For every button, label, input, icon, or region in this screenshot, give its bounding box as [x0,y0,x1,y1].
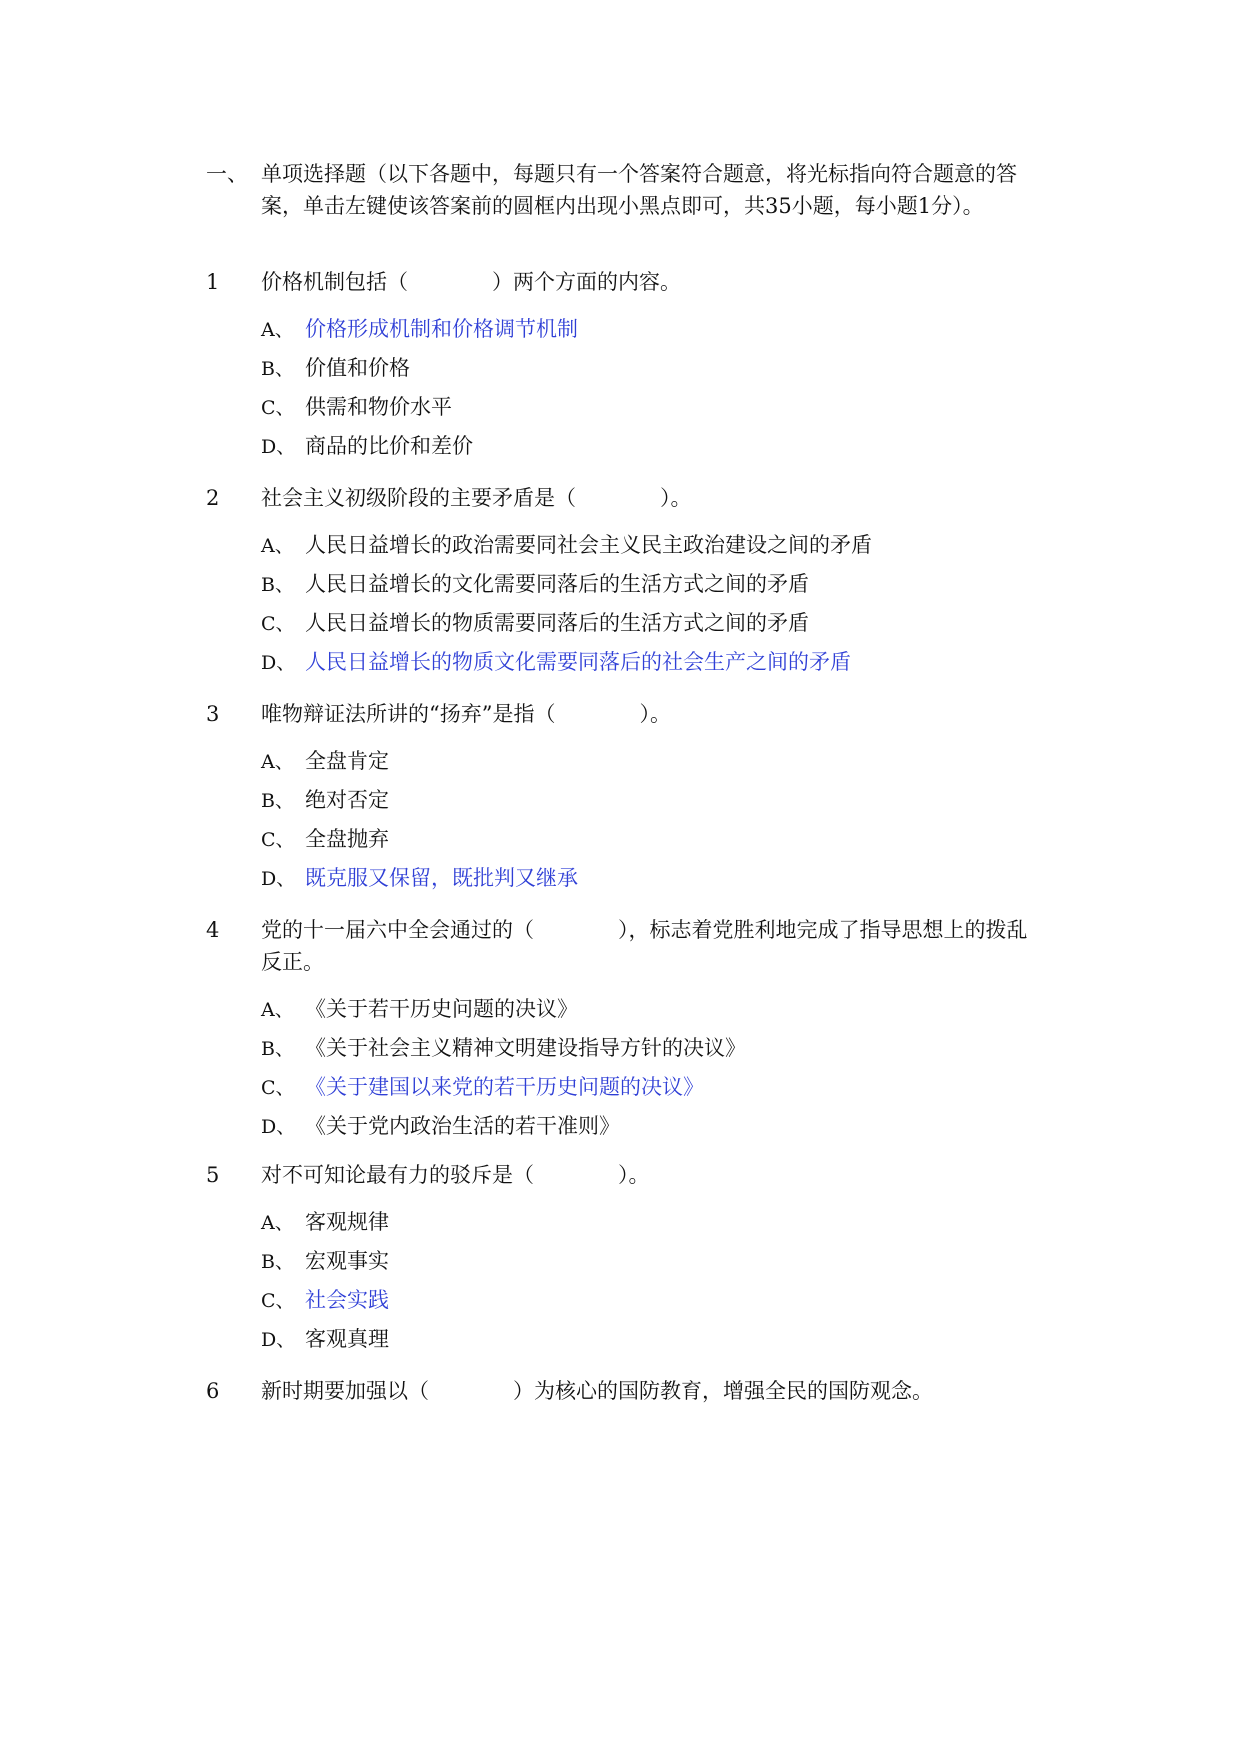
option-list [261,742,1046,898]
option-letter: B、 [261,1038,294,1060]
option-d[interactable] [261,859,1046,898]
option-letter: B、 [261,358,294,380]
section-number: 一、 [206,162,248,186]
option-list [261,526,1046,682]
option-letter: D、 [261,652,296,674]
question-stem [206,914,1046,978]
question-text: 新时期要加强以（ ）为核心的国防教育，增强全民的国防观念。 [261,1379,933,1403]
option-text: 《关于社会主义精神文明建设指导方针的决议》 [305,1036,746,1060]
option-letter: C、 [261,1290,295,1312]
option-c[interactable] [261,1281,1046,1320]
option-letter: A、 [261,535,294,557]
option-letter: A、 [261,1212,294,1234]
question-1 [206,266,1046,466]
option-text: 全盘肯定 [305,749,389,773]
option-text: 客观真理 [305,1327,389,1351]
option-letter: D、 [261,436,296,458]
question-text: 对不可知论最有力的驳斥是（ ）。 [261,1163,650,1187]
option-c[interactable] [261,820,1046,859]
option-c[interactable] [261,1068,1046,1107]
option-a[interactable] [261,310,1046,349]
question-stem [206,482,1046,514]
option-text: 人民日益增长的文化需要同落后的生活方式之间的矛盾 [305,572,809,596]
option-text: 宏观事实 [305,1249,389,1273]
question-stem [206,266,1046,298]
option-text: 价值和价格 [305,356,410,380]
question-text: 党的十一届六中全会通过的（ ），标志着党胜利地完成了指导思想上的拨乱反正。 [261,918,1028,974]
option-text: 客观规律 [305,1210,389,1234]
section-header [206,158,1046,222]
option-text: 人民日益增长的物质需要同落后的生活方式之间的矛盾 [305,611,809,635]
option-list [261,310,1046,466]
option-b[interactable] [261,1029,1046,1068]
option-text: 商品的比价和差价 [305,434,473,458]
option-letter: D、 [261,868,296,890]
question-number: 6 [206,1379,220,1403]
option-text: 供需和物价水平 [305,395,452,419]
option-text: 全盘抛弃 [305,827,389,851]
question-5 [206,1159,1046,1359]
option-d[interactable] [261,1320,1046,1359]
option-b[interactable] [261,1242,1046,1281]
option-c[interactable] [261,604,1046,643]
option-c[interactable] [261,388,1046,427]
question-text: 价格机制包括（ ）两个方面的内容。 [261,270,681,294]
question-number: 4 [206,918,220,942]
question-3 [206,698,1046,898]
question-stem [206,698,1046,730]
option-d[interactable] [261,427,1046,466]
option-text: 社会实践 [305,1288,389,1312]
option-text: 《关于若干历史问题的决议》 [305,997,578,1021]
option-list [261,990,1046,1146]
option-a[interactable] [261,1203,1046,1242]
option-a[interactable] [261,742,1046,781]
option-text: 《关于党内政治生活的若干准则》 [305,1114,620,1138]
option-text: 价格形成机制和价格调节机制 [305,317,578,341]
option-letter: A、 [261,999,294,1021]
option-letter: D、 [261,1329,296,1351]
option-letter: B、 [261,1251,294,1273]
option-b[interactable] [261,565,1046,604]
option-letter: A、 [261,319,294,341]
option-a[interactable] [261,526,1046,565]
option-a[interactable] [261,990,1046,1029]
question-4 [206,914,1046,1146]
option-letter: D、 [261,1116,296,1138]
option-text: 既克服又保留，既批判又继承 [305,866,578,890]
option-list [261,1203,1046,1359]
option-text: 人民日益增长的政治需要同社会主义民主政治建设之间的矛盾 [305,533,872,557]
question-2 [206,482,1046,682]
option-letter: B、 [261,574,294,596]
question-stem [206,1375,1046,1407]
question-number: 1 [206,270,220,294]
question-text: 唯物辩证法所讲的“扬弃”是指（ ）。 [261,702,671,726]
option-b[interactable] [261,349,1046,388]
option-text: 《关于建国以来党的若干历史问题的决议》 [305,1075,704,1099]
option-letter: C、 [261,1077,295,1099]
option-letter: C、 [261,613,295,635]
question-number: 5 [206,1163,220,1187]
question-text: 社会主义初级阶段的主要矛盾是（ ）。 [261,486,692,510]
question-stem [206,1159,1046,1191]
question-number: 3 [206,702,220,726]
option-b[interactable] [261,781,1046,820]
question-number: 2 [206,486,220,510]
option-letter: C、 [261,397,295,419]
section-instructions: 单项选择题（以下各题中，每题只有一个答案符合题意，将光标指向符合题意的答案，单击左键使该答案前的圆框内出现小黑点即可，共35小题，每小题1分）。 [261,162,1017,218]
option-letter: C、 [261,829,295,851]
option-d[interactable] [261,1107,1046,1146]
option-text: 绝对否定 [305,788,389,812]
question-6 [206,1375,1046,1407]
option-text: 人民日益增长的物质文化需要同落后的社会生产之间的矛盾 [305,650,851,674]
option-letter: B、 [261,790,294,812]
option-d[interactable] [261,643,1046,682]
option-letter: A、 [261,751,294,773]
